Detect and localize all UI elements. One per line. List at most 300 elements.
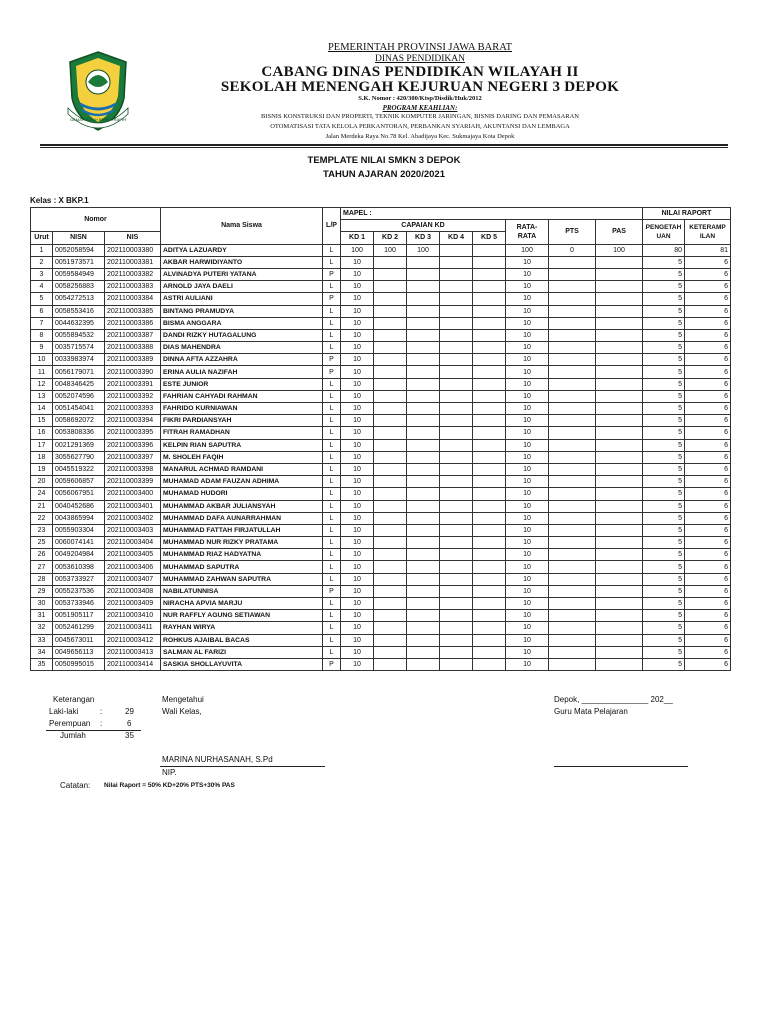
row-nisn: 0058256883 xyxy=(53,281,105,293)
row-nama: FAHRIAN CAHYADI RAHMAN xyxy=(161,390,323,402)
row-kd1: 10 xyxy=(341,354,374,366)
logo-motto: GEMAH RIPAH REPEH RAPIH xyxy=(70,117,126,122)
row-pas xyxy=(596,268,643,280)
row-pengetahuan: 5 xyxy=(643,561,685,573)
header-kd5: KD 5 xyxy=(473,232,506,244)
row-kd2 xyxy=(374,317,407,329)
row-kd1: 10 xyxy=(341,646,374,658)
row-keterampilan: 6 xyxy=(685,598,731,610)
row-nama: MUHAMMAD ZAHWAN SAPUTRA xyxy=(161,573,323,585)
header-kd1: KD 1 xyxy=(341,232,374,244)
row-lp: L xyxy=(323,329,341,341)
row-keterampilan: 6 xyxy=(685,646,731,658)
row-nis: 202110003384 xyxy=(105,293,161,305)
row-kd5 xyxy=(473,281,506,293)
row-pengetahuan: 5 xyxy=(643,293,685,305)
row-pts xyxy=(549,634,596,646)
row-rata-rata: 10 xyxy=(506,537,549,549)
row-pengetahuan: 5 xyxy=(643,512,685,524)
row-nama: MUHAMMAD DAFA AUNARRAHMAN xyxy=(161,512,323,524)
row-rata-rata: 10 xyxy=(506,403,549,415)
table-row xyxy=(31,342,731,354)
row-nisn: 0043865994 xyxy=(53,512,105,524)
row-pas xyxy=(596,415,643,427)
row-kd1: 10 xyxy=(341,610,374,622)
table-row xyxy=(31,500,731,512)
row-pts xyxy=(549,598,596,610)
row-rata-rata: 10 xyxy=(506,658,549,670)
row-pas xyxy=(596,354,643,366)
header-pts: PTS xyxy=(549,220,596,244)
row-lp: P xyxy=(323,268,341,280)
table-row xyxy=(31,610,731,622)
row-kd4 xyxy=(440,305,473,317)
table-row xyxy=(31,512,731,524)
row-kd4 xyxy=(440,500,473,512)
row-kd2 xyxy=(374,342,407,354)
perempuan-colon: : xyxy=(100,719,103,728)
row-kd5 xyxy=(473,427,506,439)
row-kd3 xyxy=(407,549,440,561)
row-kd5 xyxy=(473,500,506,512)
row-kd5 xyxy=(473,329,506,341)
row-pts xyxy=(549,403,596,415)
row-nama: MUHAMMAD FATTAH FIRJATULLAH xyxy=(161,524,323,536)
row-pas xyxy=(596,390,643,402)
row-nama: FIKRI PARDIANSYAH xyxy=(161,415,323,427)
table-row xyxy=(31,439,731,451)
row-kd1: 10 xyxy=(341,561,374,573)
row-kd3 xyxy=(407,317,440,329)
row-kd3 xyxy=(407,463,440,475)
row-kd1: 10 xyxy=(341,488,374,500)
row-urut: 8 xyxy=(31,329,53,341)
row-pas xyxy=(596,537,643,549)
row-nisn: 0055237536 xyxy=(53,585,105,597)
row-pengetahuan: 5 xyxy=(643,573,685,585)
row-urut: 19 xyxy=(31,463,53,475)
row-pengetahuan: 5 xyxy=(643,439,685,451)
row-pts xyxy=(549,354,596,366)
row-pengetahuan: 5 xyxy=(643,585,685,597)
row-nisn: 0051905117 xyxy=(53,610,105,622)
row-keterampilan: 6 xyxy=(685,488,731,500)
row-nama: ALVINADYA PUTERI YATANA xyxy=(161,268,323,280)
row-kd2 xyxy=(374,512,407,524)
row-nama: NIRACHA APVIA MARJU xyxy=(161,598,323,610)
row-rata-rata: 10 xyxy=(506,281,549,293)
row-keterampilan: 6 xyxy=(685,317,731,329)
row-kd2 xyxy=(374,463,407,475)
row-kd1: 10 xyxy=(341,573,374,585)
row-rata-rata: 10 xyxy=(506,476,549,488)
row-kd4 xyxy=(440,622,473,634)
row-nisn: 0055894532 xyxy=(53,329,105,341)
row-pengetahuan: 5 xyxy=(643,268,685,280)
row-nisn: 0053733927 xyxy=(53,573,105,585)
row-nis: 202110003395 xyxy=(105,427,161,439)
row-urut: 20 xyxy=(31,476,53,488)
row-kd2 xyxy=(374,256,407,268)
row-kd5 xyxy=(473,439,506,451)
row-kd2 xyxy=(374,281,407,293)
row-rata-rata: 10 xyxy=(506,342,549,354)
table-row xyxy=(31,293,731,305)
row-kd5 xyxy=(473,585,506,597)
row-rata-rata: 10 xyxy=(506,463,549,475)
row-nis: 202110003400 xyxy=(105,488,161,500)
row-kd1: 10 xyxy=(341,537,374,549)
row-kd2 xyxy=(374,378,407,390)
row-keterampilan: 6 xyxy=(685,390,731,402)
row-urut: 28 xyxy=(31,573,53,585)
row-urut: 24 xyxy=(31,488,53,500)
row-kd5 xyxy=(473,403,506,415)
header-kd4: KD 4 xyxy=(440,232,473,244)
row-kd1: 10 xyxy=(341,500,374,512)
row-lp: L xyxy=(323,305,341,317)
row-nisn: 3055627790 xyxy=(53,451,105,463)
row-nama: ASTRI AULIANI xyxy=(161,293,323,305)
row-kd4 xyxy=(440,415,473,427)
row-kd2 xyxy=(374,439,407,451)
row-nisn: 0053733946 xyxy=(53,598,105,610)
row-lp: L xyxy=(323,561,341,573)
row-kd5 xyxy=(473,415,506,427)
row-nama: BINTANG PRAMUDYA xyxy=(161,305,323,317)
row-urut: 31 xyxy=(31,610,53,622)
row-kd5 xyxy=(473,268,506,280)
row-nama: ROHKUS AJAIBAL BACAS xyxy=(161,634,323,646)
row-rata-rata: 10 xyxy=(506,439,549,451)
row-pengetahuan: 5 xyxy=(643,281,685,293)
row-lp: L xyxy=(323,622,341,634)
row-nisn: 0044632395 xyxy=(53,317,105,329)
row-kd1: 10 xyxy=(341,256,374,268)
row-lp: L xyxy=(323,378,341,390)
row-nis: 202110003404 xyxy=(105,537,161,549)
row-nama: M. SHOLEH FAQIH xyxy=(161,451,323,463)
row-urut: 18 xyxy=(31,451,53,463)
row-kd3 xyxy=(407,524,440,536)
row-kd4 xyxy=(440,561,473,573)
row-pas xyxy=(596,524,643,536)
row-nisn: 0035715574 xyxy=(53,342,105,354)
row-pts xyxy=(549,549,596,561)
letterhead-divider xyxy=(40,144,728,148)
row-nisn: 0058553416 xyxy=(53,305,105,317)
row-kd2 xyxy=(374,476,407,488)
row-kd2 xyxy=(374,390,407,402)
row-kd2 xyxy=(374,524,407,536)
guru-mapel-label: Guru Mata Pelajaran xyxy=(554,707,628,716)
row-kd1: 10 xyxy=(341,415,374,427)
row-urut: 2 xyxy=(31,256,53,268)
row-nis: 202110003397 xyxy=(105,451,161,463)
jumlah-count: 35 xyxy=(125,731,134,740)
row-kd2 xyxy=(374,537,407,549)
row-nis: 202110003388 xyxy=(105,342,161,354)
row-pengetahuan: 5 xyxy=(643,329,685,341)
keterangan-label: Keterangan xyxy=(53,695,95,704)
jumlah-label: Jumlah xyxy=(60,731,86,740)
row-keterampilan: 6 xyxy=(685,415,731,427)
row-nisn: 0045673011 xyxy=(53,634,105,646)
row-urut: 14 xyxy=(31,403,53,415)
row-kd3 xyxy=(407,573,440,585)
row-pts xyxy=(549,427,596,439)
row-kd3 xyxy=(407,439,440,451)
row-kd3 xyxy=(407,427,440,439)
table-row xyxy=(31,366,731,378)
table-row xyxy=(31,281,731,293)
row-nama: DANDI RIZKY HUTAGALUNG xyxy=(161,329,323,341)
row-kd3 xyxy=(407,256,440,268)
row-pts xyxy=(549,366,596,378)
row-kd1: 10 xyxy=(341,598,374,610)
row-nama: ESTE JUNIOR xyxy=(161,378,323,390)
row-kd4 xyxy=(440,658,473,670)
row-pengetahuan: 5 xyxy=(643,488,685,500)
catatan-label: Catatan: xyxy=(60,781,91,790)
row-rata-rata: 10 xyxy=(506,293,549,305)
row-kd5 xyxy=(473,561,506,573)
row-pts xyxy=(549,451,596,463)
row-nama: ARNOLD JAYA DAELI xyxy=(161,281,323,293)
row-kd3 xyxy=(407,500,440,512)
row-urut: 15 xyxy=(31,415,53,427)
row-kd3: 100 xyxy=(407,244,440,256)
row-lp: L xyxy=(323,244,341,256)
row-kd3 xyxy=(407,366,440,378)
row-kd5 xyxy=(473,646,506,658)
row-kd2 xyxy=(374,354,407,366)
row-keterampilan: 6 xyxy=(685,512,731,524)
letterhead-decree: S.K. Nomor : 420/300/Ktsp/Disdik/Huk/2012 xyxy=(358,95,482,102)
row-kd5 xyxy=(473,524,506,536)
row-kd3 xyxy=(407,305,440,317)
row-pts xyxy=(549,476,596,488)
row-nis: 202110003398 xyxy=(105,463,161,475)
row-rata-rata: 10 xyxy=(506,427,549,439)
row-nisn: 0049204984 xyxy=(53,549,105,561)
row-rata-rata: 10 xyxy=(506,549,549,561)
row-kd5 xyxy=(473,256,506,268)
row-rata-rata: 10 xyxy=(506,415,549,427)
row-pengetahuan: 80 xyxy=(643,244,685,256)
row-nis: 202110003412 xyxy=(105,634,161,646)
table-row xyxy=(31,561,731,573)
row-kd4 xyxy=(440,634,473,646)
row-kd5 xyxy=(473,476,506,488)
row-pengetahuan: 5 xyxy=(643,658,685,670)
row-lp: L xyxy=(323,403,341,415)
table-row xyxy=(31,415,731,427)
row-pts xyxy=(549,524,596,536)
row-pas xyxy=(596,366,643,378)
row-pts xyxy=(549,488,596,500)
row-lp: L xyxy=(323,524,341,536)
row-nis: 202110003399 xyxy=(105,476,161,488)
row-lp: L xyxy=(323,463,341,475)
row-pas xyxy=(596,281,643,293)
row-lp: L xyxy=(323,281,341,293)
table-row xyxy=(31,305,731,317)
row-rata-rata: 100 xyxy=(506,244,549,256)
row-kd4 xyxy=(440,329,473,341)
row-kd3 xyxy=(407,354,440,366)
row-pas xyxy=(596,622,643,634)
row-nama: MUHAMAD HUDORI xyxy=(161,488,323,500)
row-keterampilan: 6 xyxy=(685,378,731,390)
row-kd5 xyxy=(473,634,506,646)
row-kd4 xyxy=(440,317,473,329)
row-nis: 202110003402 xyxy=(105,512,161,524)
row-kd3 xyxy=(407,610,440,622)
row-urut: 27 xyxy=(31,561,53,573)
row-lp: L xyxy=(323,317,341,329)
table-row xyxy=(31,451,731,463)
row-pas xyxy=(596,549,643,561)
row-keterampilan: 6 xyxy=(685,451,731,463)
row-kd3 xyxy=(407,585,440,597)
row-pas xyxy=(596,342,643,354)
row-nis: 202110003381 xyxy=(105,256,161,268)
row-nama: DIAS MAHENDRA xyxy=(161,342,323,354)
row-kd1: 10 xyxy=(341,329,374,341)
row-pengetahuan: 5 xyxy=(643,342,685,354)
row-pas: 100 xyxy=(596,244,643,256)
row-nama: SALMAN AL FARIZI xyxy=(161,646,323,658)
row-kd2 xyxy=(374,610,407,622)
row-kd2 xyxy=(374,305,407,317)
row-pas xyxy=(596,476,643,488)
letterhead-province: PEMERINTAH PROVINSI JAWA BARAT xyxy=(327,42,513,53)
row-kd1: 10 xyxy=(341,293,374,305)
row-urut: 11 xyxy=(31,366,53,378)
laki-laki-count: 29 xyxy=(125,707,134,716)
row-pengetahuan: 5 xyxy=(643,366,685,378)
row-pas xyxy=(596,585,643,597)
row-kd1: 10 xyxy=(341,634,374,646)
row-pas xyxy=(596,634,643,646)
row-rata-rata: 10 xyxy=(506,305,549,317)
table-row xyxy=(31,317,731,329)
nip-label: NIP. xyxy=(162,768,177,777)
row-pengetahuan: 5 xyxy=(643,476,685,488)
row-pas xyxy=(596,463,643,475)
row-nama: FAHRIDO KURNIAWAN xyxy=(161,403,323,415)
row-kd2 xyxy=(374,329,407,341)
table-row xyxy=(31,537,731,549)
row-keterampilan: 6 xyxy=(685,561,731,573)
row-kd5 xyxy=(473,488,506,500)
row-pengetahuan: 5 xyxy=(643,427,685,439)
west-java-emblem-icon xyxy=(62,48,134,134)
header-nisn: NISN xyxy=(53,232,105,244)
row-kd4 xyxy=(440,451,473,463)
table-row xyxy=(31,390,731,402)
row-kd1: 10 xyxy=(341,463,374,475)
row-lp: L xyxy=(323,451,341,463)
row-nis: 202110003385 xyxy=(105,305,161,317)
row-nama: AKBAR HARWIDIYANTO xyxy=(161,256,323,268)
row-nis: 202110003386 xyxy=(105,317,161,329)
row-keterampilan: 6 xyxy=(685,573,731,585)
row-nis: 202110003405 xyxy=(105,549,161,561)
row-kd2 xyxy=(374,585,407,597)
row-pas xyxy=(596,658,643,670)
row-urut: 17 xyxy=(31,439,53,451)
row-nisn: 0052074596 xyxy=(53,390,105,402)
row-nis: 202110003406 xyxy=(105,561,161,573)
row-pas xyxy=(596,512,643,524)
letterhead-program-label: PROGRAM KEAHLIAN: xyxy=(382,104,458,112)
row-keterampilan: 6 xyxy=(685,305,731,317)
row-kd2 xyxy=(374,646,407,658)
row-nama: MUHAMAD ADAM FAUZAN ADHIMA xyxy=(161,476,323,488)
row-keterampilan: 81 xyxy=(685,244,731,256)
row-nis: 202110003393 xyxy=(105,403,161,415)
table-row xyxy=(31,634,731,646)
row-rata-rata: 10 xyxy=(506,354,549,366)
row-pts xyxy=(549,342,596,354)
row-nama: MANARUL ACHMAD RAMDANI xyxy=(161,463,323,475)
row-pts xyxy=(549,305,596,317)
row-lp: P xyxy=(323,293,341,305)
row-lp: L xyxy=(323,476,341,488)
row-nis: 202110003414 xyxy=(105,658,161,670)
row-nis: 202110003407 xyxy=(105,573,161,585)
row-nisn: 0040452686 xyxy=(53,500,105,512)
row-lp: P xyxy=(323,658,341,670)
row-pts xyxy=(549,390,596,402)
row-keterampilan: 6 xyxy=(685,524,731,536)
row-lp: P xyxy=(323,354,341,366)
row-rata-rata: 10 xyxy=(506,268,549,280)
row-lp: L xyxy=(323,646,341,658)
row-pts xyxy=(549,293,596,305)
row-kd1: 10 xyxy=(341,390,374,402)
row-pts xyxy=(549,658,596,670)
row-keterampilan: 6 xyxy=(685,634,731,646)
row-kd4 xyxy=(440,512,473,524)
row-pas xyxy=(596,378,643,390)
row-nama: BISMA ANGGARA xyxy=(161,317,323,329)
row-pengetahuan: 5 xyxy=(643,549,685,561)
row-urut: 7 xyxy=(31,317,53,329)
row-kd4 xyxy=(440,293,473,305)
row-pengetahuan: 5 xyxy=(643,256,685,268)
row-rata-rata: 10 xyxy=(506,329,549,341)
row-kd4 xyxy=(440,366,473,378)
document-subtitle: TAHUN AJARAN 2020/2021 xyxy=(323,169,445,180)
row-keterampilan: 6 xyxy=(685,658,731,670)
row-pas xyxy=(596,439,643,451)
row-pts xyxy=(549,573,596,585)
row-kd1: 10 xyxy=(341,366,374,378)
row-lp: L xyxy=(323,610,341,622)
table-row xyxy=(31,524,731,536)
row-nis: 202110003413 xyxy=(105,646,161,658)
row-lp: L xyxy=(323,415,341,427)
row-urut: 25 xyxy=(31,537,53,549)
row-keterampilan: 6 xyxy=(685,268,731,280)
row-urut: 30 xyxy=(31,598,53,610)
row-kd1: 10 xyxy=(341,512,374,524)
row-keterampilan: 6 xyxy=(685,610,731,622)
row-kd2 xyxy=(374,488,407,500)
